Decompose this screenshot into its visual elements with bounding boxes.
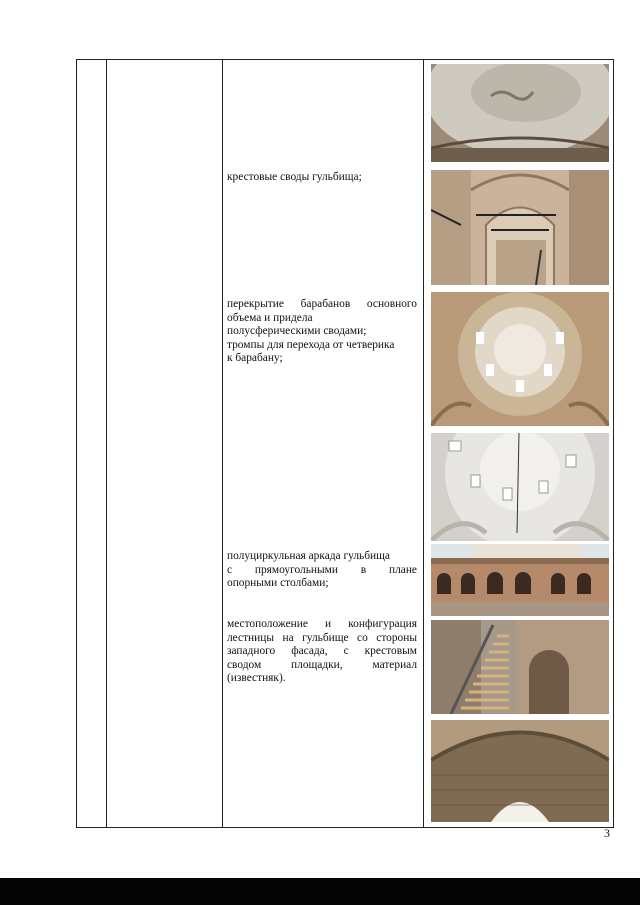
text-line: полусферическими сводами;	[227, 325, 367, 338]
photo-vault-ceiling	[431, 64, 609, 162]
table-border-bottom	[76, 827, 614, 828]
photo-cross-vaults	[431, 170, 609, 285]
description-arcade	[227, 550, 417, 591]
table-column-divider	[423, 59, 424, 828]
table-column-divider	[106, 59, 107, 828]
text-line: сводом площадки, материал	[227, 658, 417, 671]
description-vaults	[227, 171, 417, 185]
text-line: местоположение и конфигурация	[227, 618, 417, 630]
text-line: (известняк).	[227, 672, 286, 685]
text-line: с прямоугольными в плане	[227, 563, 417, 576]
text-line: тромпы для перехода от четверика	[227, 338, 395, 351]
table-border-right	[613, 59, 614, 828]
photo-dome-chapel	[431, 433, 609, 541]
page-number: 3	[604, 826, 610, 840]
text-line: к барабану;	[227, 352, 283, 365]
text-line: перекрытие барабанов основного	[227, 298, 417, 310]
text-line: объема и придела	[227, 311, 313, 324]
table-border-top	[76, 59, 614, 60]
text-line: полуциркульная аркада гульбища	[227, 550, 390, 562]
table-column-divider	[222, 59, 223, 828]
photo-dome-main	[431, 292, 609, 426]
scan-edge	[0, 878, 640, 905]
photo-staircase	[431, 620, 609, 714]
description-staircase	[227, 618, 417, 686]
text-line: крестовые своды гульбища;	[227, 171, 362, 183]
text-line: опорными столбами;	[227, 577, 329, 590]
photo-landing-vault	[431, 720, 609, 822]
table-border-left	[76, 59, 77, 828]
description-drums	[227, 298, 417, 366]
photo-arcade-exterior	[431, 544, 609, 616]
text-line: лестницы на гульбище со стороны	[227, 631, 417, 644]
text-line: западного фасада, с крестовым	[227, 645, 417, 658]
